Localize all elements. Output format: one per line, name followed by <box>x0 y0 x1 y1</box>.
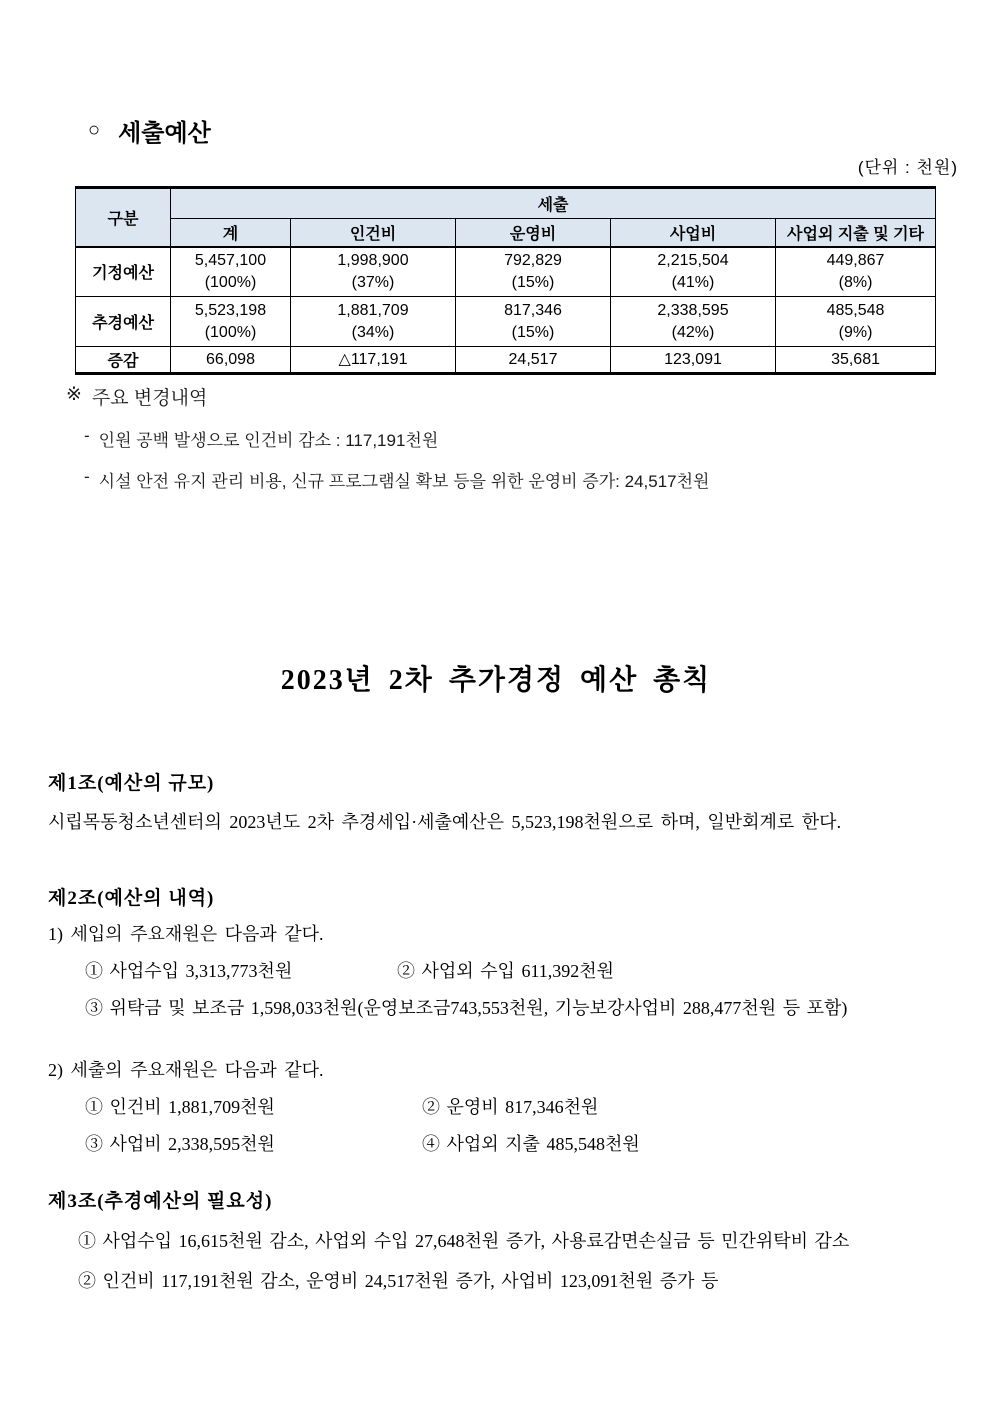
table-cell: 24,517 <box>456 347 611 374</box>
note-item <box>66 467 709 492</box>
table-cell: 2,338,595 (42%) <box>611 297 776 347</box>
table-cell: 449,867 (8%) <box>776 247 936 297</box>
reference-mark-icon: ※ <box>66 384 82 405</box>
article-3-heading: 제3조(추경예산의 필요성) <box>48 1191 273 1212</box>
note-item-text: 인원 공백 발생으로 인건비 감소 : 117,191천원 <box>98 431 439 450</box>
table-cell: △117,191 <box>291 347 456 374</box>
notes-heading <box>66 383 709 410</box>
table-cell: 5,457,100 (100%) <box>171 247 291 297</box>
table-cell: 1,881,709 (34%) <box>291 297 456 347</box>
row-label: 추경예산 <box>76 297 171 347</box>
section-heading-text: 세출예산 <box>118 120 211 147</box>
section-heading <box>88 113 211 148</box>
col-group-header-expenditure: 세출 <box>171 188 936 219</box>
list-item: ① 사업수입 3,313,773천원 <box>85 961 293 981</box>
provisions-title: 2023년 2차 추가경정 예산 총칙 <box>280 665 712 696</box>
table-cell: 792,829 (15%) <box>456 247 611 297</box>
table-row-change <box>76 347 936 374</box>
list-item: ② 운영비 817,346천원 <box>422 1097 599 1117</box>
list-item-row <box>48 1130 958 1156</box>
dash-marker: - <box>84 426 90 445</box>
article-1-heading: 제1조(예산의 규모) <box>48 773 215 794</box>
table-row-existing-budget <box>76 247 936 297</box>
article-2-sub1-label: 1) 세입의 주요재원은 다음과 같다. <box>48 924 324 944</box>
list-item: ① 사업수입 16,615천원 감소, 사업외 수입 27,648천원 증가, 사용료감면손실금 등 민간위탁비 감소 <box>78 1231 850 1251</box>
col-header-total: 계 <box>171 219 291 247</box>
note-item-text: 시설 안전 유지 관리 비용, 신규 프로그램실 확보 등을 위한 운영비 증가: 24,517천원 <box>98 472 710 491</box>
list-item-row <box>48 994 958 1020</box>
article-2-heading: 제2조(예산의 내역) <box>48 888 215 909</box>
col-header-personnel: 인건비 <box>291 219 456 247</box>
col-header-operating: 운영비 <box>456 219 611 247</box>
list-item: ③ 위탁금 및 보조금 1,598,033천원(운영보조금743,553천원, 기능보강사업비 288,477천원 등 포함) <box>85 998 848 1018</box>
list-item-row <box>48 957 958 983</box>
dash-marker: - <box>84 467 90 486</box>
budget-table <box>75 186 936 375</box>
list-item: ③ 사업비 2,338,595천원 <box>85 1134 275 1154</box>
table-cell: 5,523,198 (100%) <box>171 297 291 347</box>
list-item-row <box>48 1093 958 1119</box>
article-1 <box>48 768 958 834</box>
note-item <box>66 426 709 451</box>
article-3 <box>48 1186 958 1293</box>
article-2-sub2-label: 2) 세출의 주요재원은 다음과 같다. <box>48 1060 324 1080</box>
row-label: 증감 <box>76 347 171 374</box>
table-cell: 123,091 <box>611 347 776 374</box>
table-cell: 2,215,504 (41%) <box>611 247 776 297</box>
table-row-revised-budget <box>76 297 936 347</box>
change-notes <box>66 383 709 492</box>
list-item-row <box>48 1227 958 1253</box>
article-2 <box>48 883 958 1156</box>
table-cell: 35,681 <box>776 347 936 374</box>
list-item: ① 인건비 1,881,709천원 <box>85 1097 275 1117</box>
table-cell: 485,548 (9%) <box>776 297 936 347</box>
row-label: 기정예산 <box>76 247 171 297</box>
unit-note: (단위 : 천원) <box>857 158 958 177</box>
list-item-row <box>48 1267 958 1293</box>
table-cell: 66,098 <box>171 347 291 374</box>
list-item: ② 사업외 수입 611,392천원 <box>397 961 615 981</box>
col-header-project: 사업비 <box>611 219 776 247</box>
list-item: ② 인건비 117,191천원 감소, 운영비 24,517천원 증가, 사업비 123,091천원 증가 등 <box>78 1271 719 1291</box>
article-1-body: 시립목동청소년센터의 2023년도 2차 추경세입·세출예산은 5,523,198천원으로 하며, 일반회계로 한다. <box>48 812 842 832</box>
table-cell: 1,998,900 (37%) <box>291 247 456 297</box>
circle-bullet-icon: ○ <box>88 119 101 141</box>
col-header-nonproject: 사업외 지출 및 기타 <box>776 219 936 247</box>
notes-heading-text: 주요 변경내역 <box>91 388 208 409</box>
table-cell: 817,346 (15%) <box>456 297 611 347</box>
list-item: ④ 사업외 지출 485,548천원 <box>422 1134 640 1154</box>
col-header-gubun: 구분 <box>76 188 171 247</box>
